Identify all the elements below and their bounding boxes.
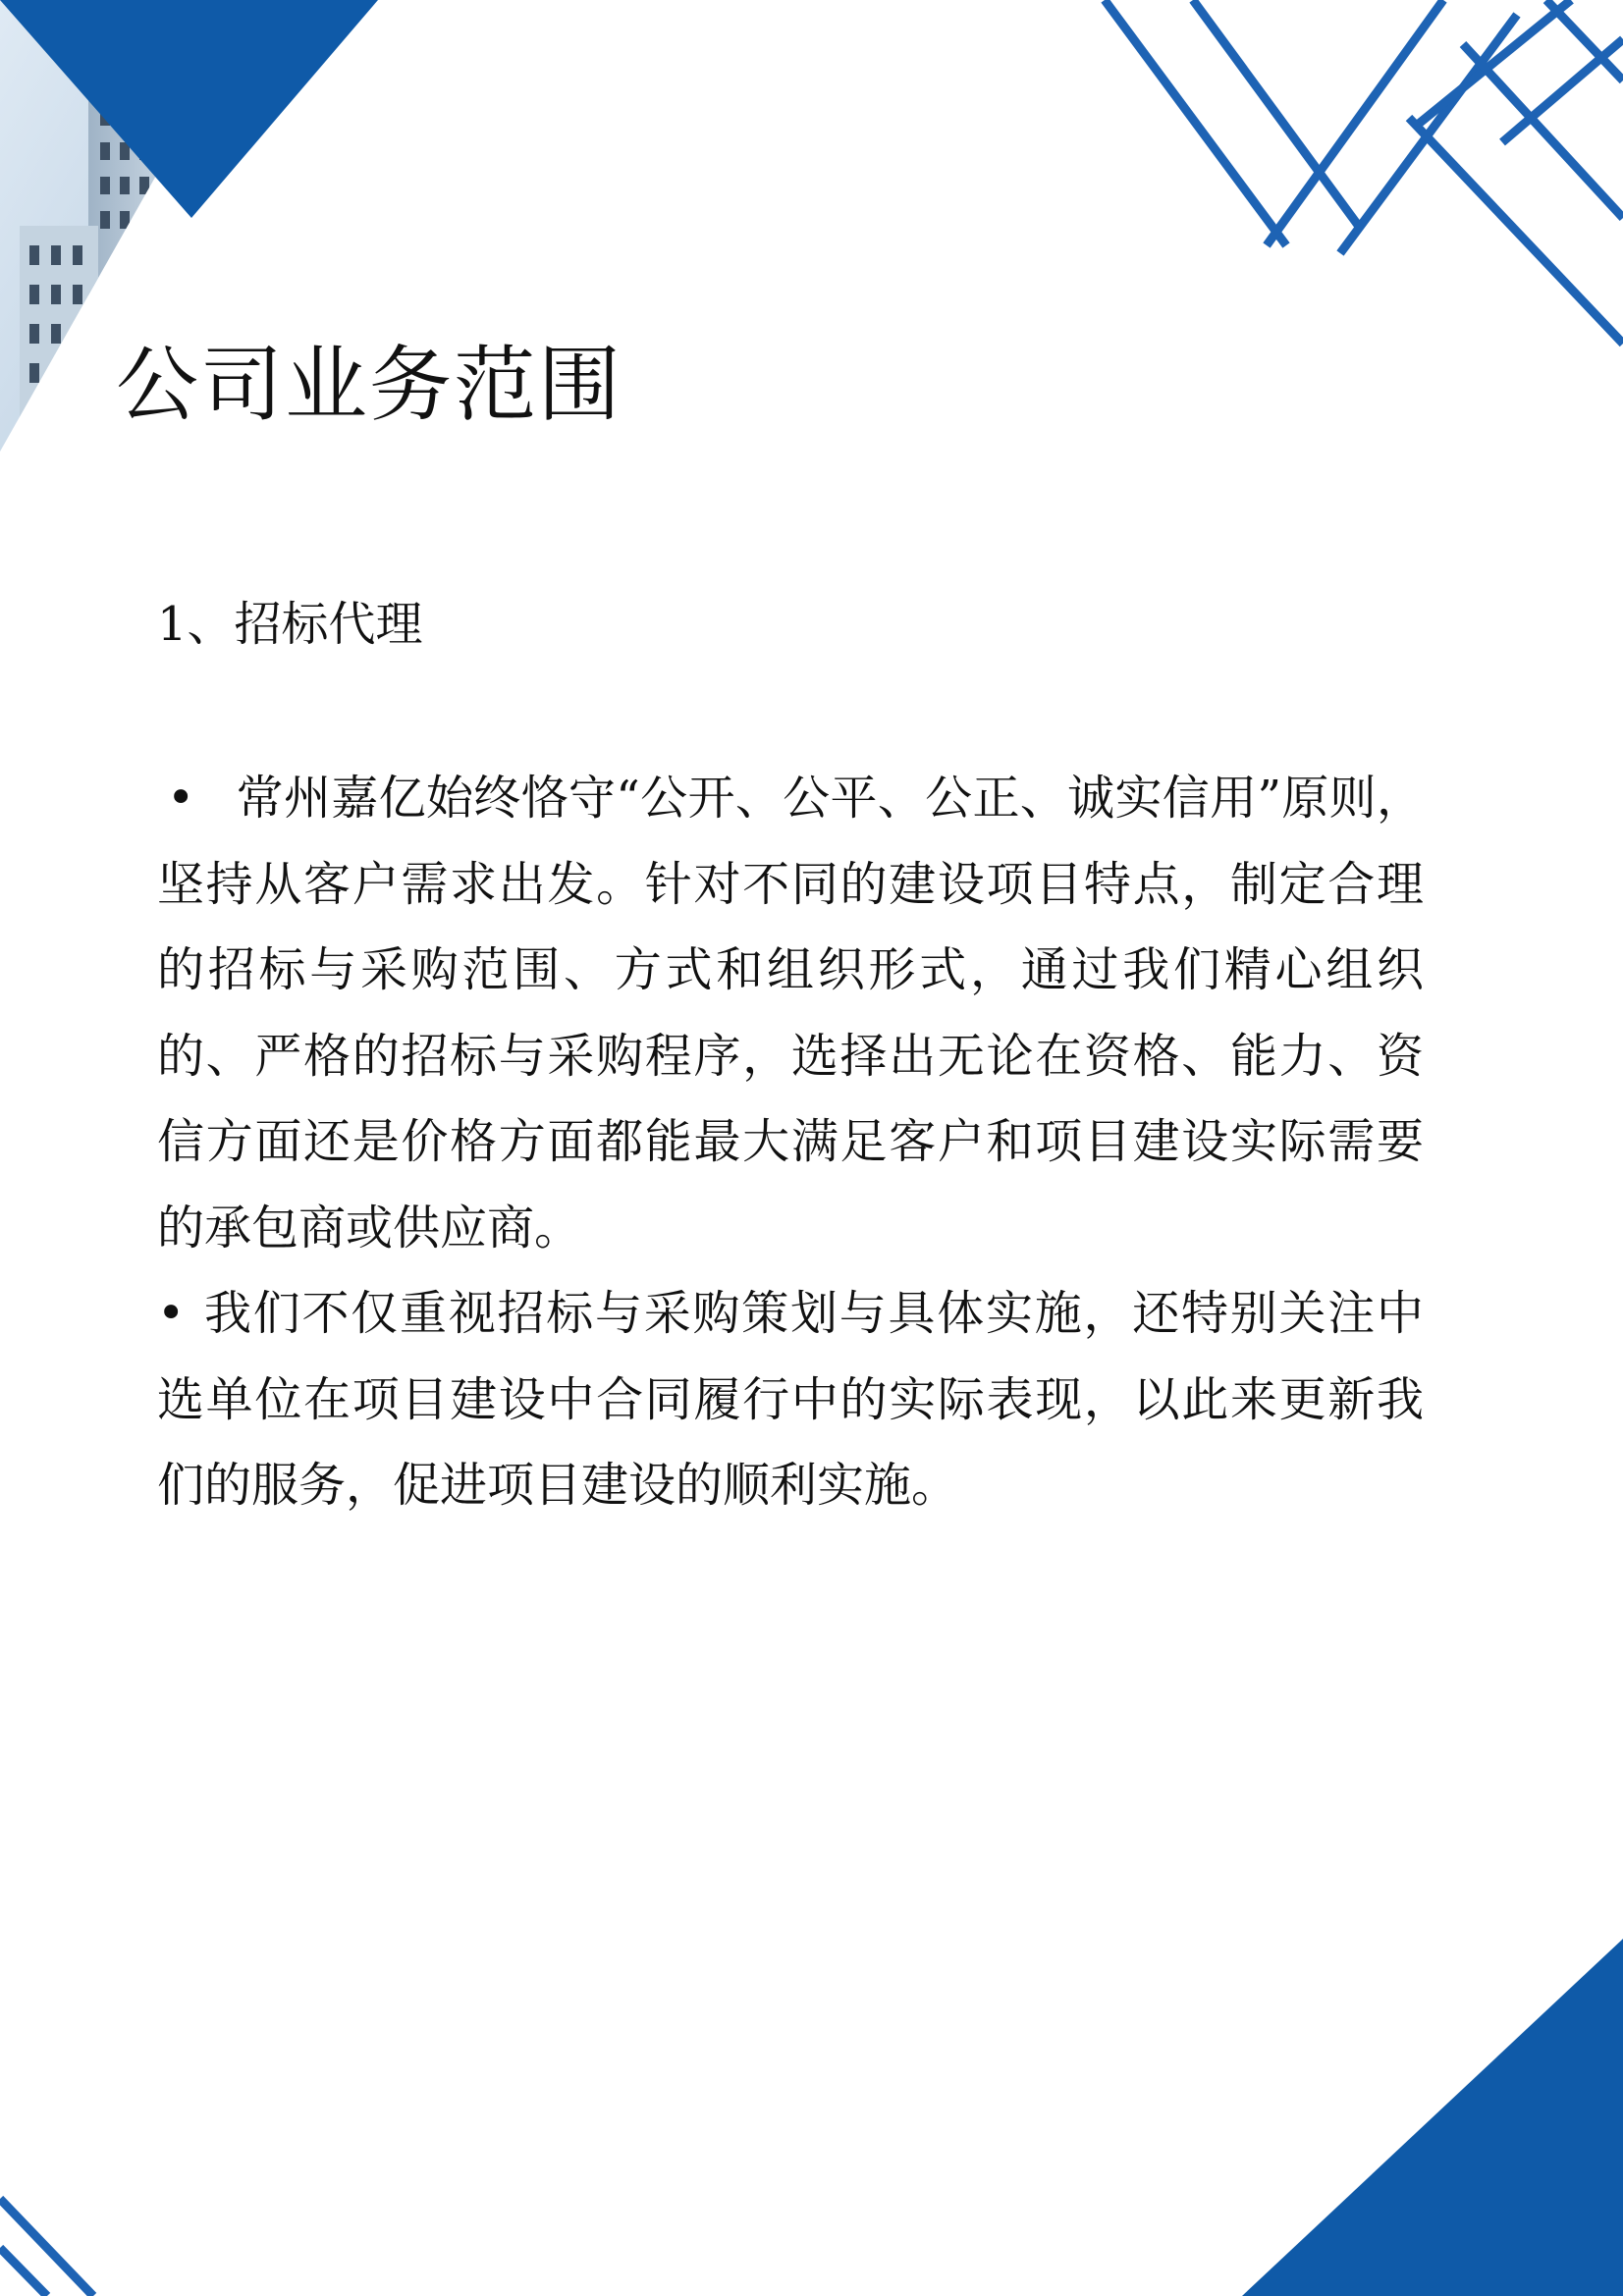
paragraph-1-text: 常州嘉亿始终恪守“公开、公平、公正、诚实信用”原则，坚持从客户需求出发。针对不同的建设项目特点，制定合理的招标与采购范围、方式和组织形式，通过我们精心组织的、严格的招标与采购程序，选择出无论在资格、能力、资信方面还是价格方面都能最大满足客户和项目建设实际需要的承包商或供应商。 (157, 771, 1424, 1255)
body-text (157, 756, 1424, 1529)
paragraph-2-text: 我们不仅重视招标与采购策划与具体实施，还特别关注中选单位在项目建设中合同履行中的实际表现，以此来更新我们的服务，促进项目建设的顺利实施。 (157, 1286, 1424, 1513)
paragraph-2 (157, 1271, 1424, 1529)
corner-lines-bottom-left (0, 2199, 93, 2296)
page-title: 公司业务范围 (116, 337, 623, 433)
bullet-icon: • (157, 1286, 186, 1341)
bullet-icon: • (167, 771, 195, 826)
section-heading: 1、招标代理 (157, 597, 423, 652)
paragraph-1 (157, 756, 1424, 1271)
corner-triangle-bottom-right (1242, 1939, 1623, 2296)
corner-lines-top-right (1105, 0, 1623, 344)
